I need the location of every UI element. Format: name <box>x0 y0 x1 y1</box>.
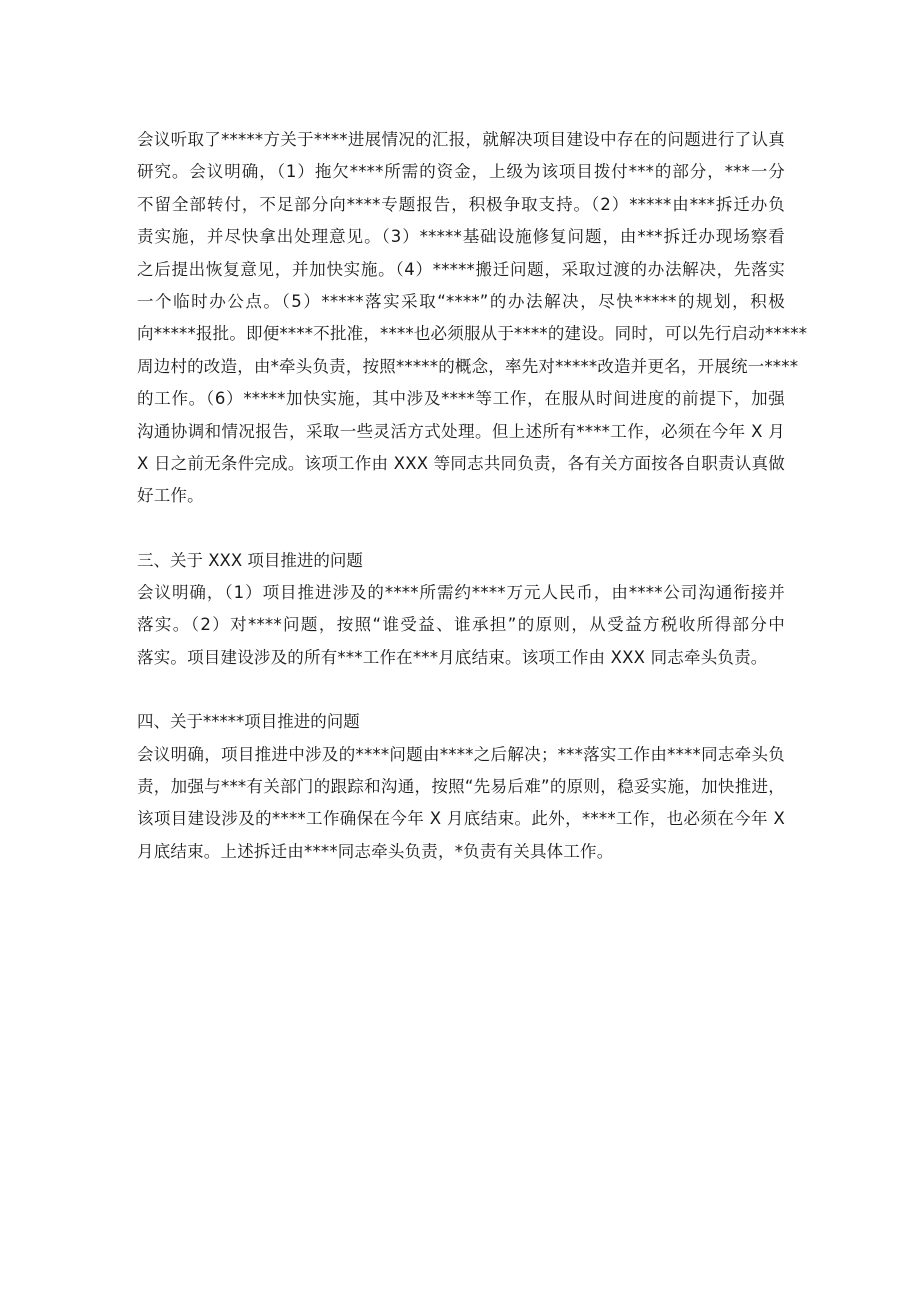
text-line: 一个临时办公点。（5）*****落实采取“****”的办法解决，尽快*****的规划，积极 <box>137 291 785 311</box>
text-line: 月底结束。上述拆迁由****同志牵头负责，*负责有关具体工作。 <box>137 841 614 861</box>
text-line: 研究。会议明确，（1）拖欠****所需的资金，上级为该项目拨付***的部分，***一分 <box>137 162 785 182</box>
text-line: 之后提出恢复意见，并加快实施。（4）*****搬迁问题，采取过渡的办法解决，先落实 <box>137 259 785 279</box>
text-line: 该项目建设涉及的****工作确保在今年 X 月底结束。此外，****工作，也必须在今年 X <box>137 809 785 829</box>
paragraph-spacer <box>137 674 785 706</box>
paragraph-spacer <box>137 513 785 545</box>
text-line: 的工作。（6）*****加快实施，其中涉及****等工作，在服从时间进度的前提下，加强 <box>137 389 785 409</box>
text-line: 向*****报批。即便****不批准，****也必须服从于****的建设。同时，可以先行启动***** <box>137 324 808 344</box>
section-heading: 四、关于*****项目推进的问题 <box>137 712 360 732</box>
text-line: 责实施，并尽快拿出处理意见。（3）*****基础设施修复问题，由***拆迁办现场察看 <box>137 227 785 247</box>
text-line: 会议听取了*****方关于****进展情况的汇报，就解决项目建设中存在的问题进行了认真 <box>137 130 785 149</box>
text-line: 好工作。 <box>137 486 204 506</box>
section-heading: 三、关于 XXX 项目推进的问题 <box>137 550 363 570</box>
text-line: X 日之前无条件完成。该项工作由 XXX 等同志共同负责，各有关方面按各自职责认真做 <box>137 453 785 473</box>
text-line: 落实。（2）对****问题，按照“谁受益、谁承担”的原则，从受益方税收所得部分中 <box>137 615 785 635</box>
text-line: 会议明确，项目推进中涉及的****问题由****之后解决；***落实工作由****同志牵头负 <box>137 744 785 764</box>
text-line: 落实。项目建设涉及的所有***工作在***月底结束。该项工作由 XXX 同志牵头负责。 <box>137 647 768 667</box>
text-line: 会议明确，（1）项目推进涉及的****所需约****万元人民币，由****公司沟通衔接并 <box>137 583 785 603</box>
document-body <box>137 124 808 868</box>
paragraph-meeting-report <box>137 124 808 513</box>
text-line: 沟通协调和情况报告，采取一些灵活方式处理。但上述所有****工作，必须在今年 X 月 <box>137 421 785 441</box>
section-four <box>137 706 785 868</box>
text-line: 不留全部转付，不足部分向****专题报告，积极争取支持。（2）*****由***拆迁办负 <box>137 194 785 214</box>
section-three <box>137 545 785 675</box>
text-line: 周边村的改造，由*牵头负责，按照*****的概念，率先对*****改造并更名，开展统一**** <box>137 356 799 376</box>
text-line: 责，加强与***有关部门的跟踪和沟通，按照“先易后难”的原则，稳妥实施，加快推进， <box>137 777 785 797</box>
